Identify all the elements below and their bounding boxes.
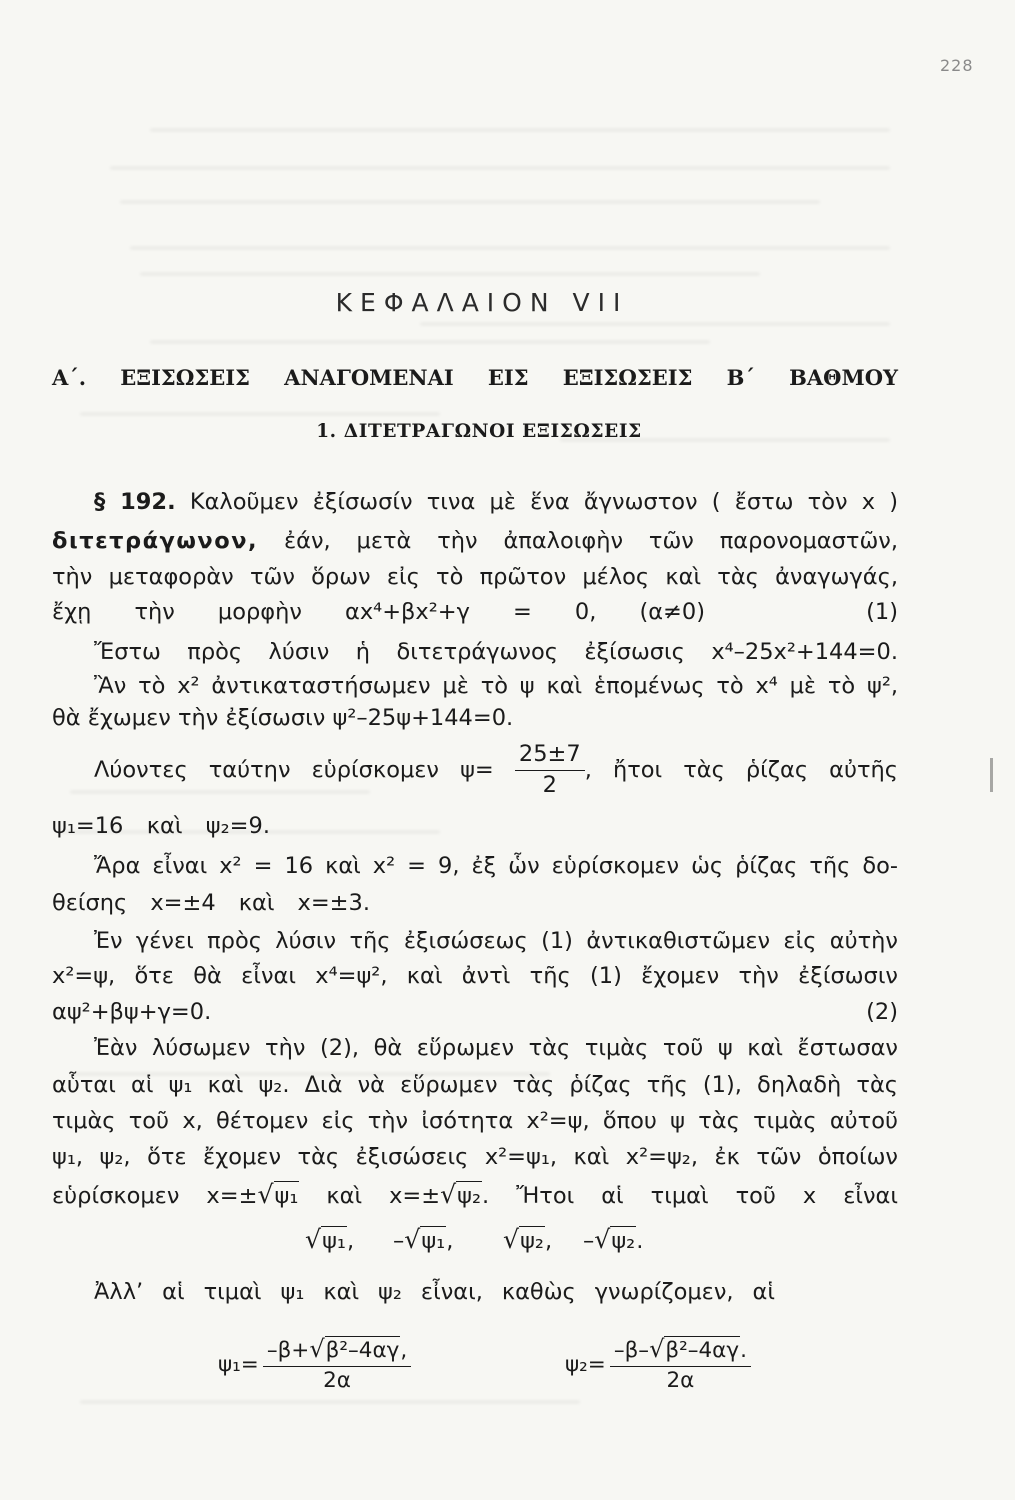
radicand: ψ₁ [421,1228,446,1254]
equation-line [52,596,898,628]
text-run: καὶ x=± [326,1183,441,1209]
radicand: ψ₂ [520,1228,544,1254]
root-item [583,1224,643,1257]
text-line: ψ₁, ψ₂, ὅτε ἔχομεν τὰς ἐξισώσεις x²=ψ₁, καὶ x²=ψ₂, ἐκ τῶν ὁποίων [52,1144,898,1170]
text-run: Καλοῦμεν ἐξίσωσίν τινα μὲ ἕνα ἄγνωστον ( ἔστω τὸν x ) [189,489,898,515]
punctuation: , [446,1228,454,1254]
text-line [52,887,898,919]
text-run: ψ₁=16 καὶ ψ₂=9. [52,813,270,839]
fraction [515,742,585,799]
show-through-bleed [150,340,710,344]
text-line: τιμὰς τοῦ x, θέτομεν εἰς τὴν ἰσότητα x²=ψ, ὅπου ψ τὰς τιμὰς αὐτοῦ [52,1108,898,1134]
equation-text: αψ²+βψ+γ=0. [52,999,212,1025]
text-run: . Ἤτοι αἱ τιμαὶ τοῦ x εἶναι [482,1183,898,1209]
show-through-bleed [80,1400,580,1404]
radical-sign: √ [503,1225,520,1254]
text-line: x²=ψ, ὅτε θὰ εἶναι x⁴=ψ², καὶ ἀντὶ τῆς (1) ἔχομεν τὴν ἐξίσωσιν [52,963,898,989]
formula-psi2 [565,1330,751,1400]
radical-sign: √ [404,1225,421,1254]
fraction-numerator: 25±7 [515,742,585,771]
radical-sign: √ [257,1180,274,1209]
punctuation: . [636,1228,644,1254]
square-root [440,1180,482,1209]
text-line: Ἔστω πρὸς λύσιν ἡ διτετράγωνος ἐξίσωσις x⁴–25x²+144=0. [94,639,898,665]
text-line: Ἐὰν λύσωμεν τὴν (2), θὰ εὕρωμεν τὰς τιμὰς τοῦ ψ καὶ ἔστωσαν [94,1035,898,1061]
fraction-denominator: 2α [666,1368,695,1393]
show-through-bleed [130,246,890,250]
text-line: Ἄρα εἶναι x² = 16 καὶ x² = 9, ἐξ ὧν εὑρίσκομεν ὡς ῥίζας τῆς δο- [94,853,898,879]
page-number: 228 [940,56,974,75]
text-line [52,525,898,557]
show-through-bleed [80,412,440,416]
fraction [263,1336,411,1393]
show-through-bleed [150,128,890,132]
equation-number: (2) [866,999,898,1025]
radical-sign: √ [309,1335,325,1364]
sign: – [393,1228,405,1254]
square-root [257,1180,299,1209]
show-through-bleed [120,200,820,204]
radicand: ψ₂ [457,1183,482,1209]
chapter-title: ΚΕΦΑΛΑΙΟΝ VII [335,288,629,317]
numerator-prefix: –β+ [266,1338,310,1364]
section-title: Α΄. ΕΞΙΣΩΣΕΙΣ ΑΝΑΓΟΜΕΝΑΙ ΕΙΣ ΕΞΙΣΩΣΕΙΣ Β΄ ΒΑΘΜΟΥ [52,365,898,390]
text-line: Ἂν τὸ x² ἀντικαταστήσωμεν μὲ τὸ ψ καὶ ἑπομένως τὸ x⁴ μὲ τὸ ψ², [94,673,898,699]
punctuation: , [346,1228,355,1254]
punctuation: . [740,1338,747,1364]
radicand: β²–4αγ [325,1338,400,1364]
text-line: τὴν μεταφορὰν τῶν ὅρων εἰς τὸ πρῶτον μέλος καὶ τὰς ἀναγωγάς, [52,564,898,590]
formula-psi1 [218,1330,411,1400]
text-run: Λύοντες ταύτην εὑρίσκομεν ψ= [94,757,494,783]
radicand: ψ₁ [322,1228,346,1254]
formula-lhs: ψ₁= [218,1352,259,1377]
text-line: θὰ ἔχωμεν τὴν ἐξίσωσιν ψ²–25ψ+144=0. [52,705,514,731]
text-run: ἐάν, μετὰ τὴν ἀπαλοιφὴν τῶν παρονομαστῶν, [283,528,899,554]
formula-lhs: ψ₂= [565,1352,606,1377]
root-item [305,1224,354,1257]
fraction-denominator: 2α [323,1368,351,1393]
radicand: ψ₂ [611,1228,636,1254]
radicand: ψ₁ [274,1183,299,1209]
text-line: Ἐν γένει πρὸς λύσιν τῆς ἐξισώσεως (1) ἀντικαθιστῶμεν εἰς αὐτὴν [94,928,898,954]
root-item [503,1224,552,1257]
show-through-bleed [140,272,760,276]
text-line: αὗται αἱ ψ₁ καὶ ψ₂. Διὰ νὰ εὕρωμεν τὰς ῥίζας τῆς (1), δηλαδὴ τὰς [52,1072,898,1098]
equation-text: ἔχῃ τὴν μορφὴν αx⁴+βx²+γ = 0, (α≠0) [52,599,705,625]
text-line [94,486,898,518]
text-line [52,810,898,842]
fraction-numerator [263,1336,411,1367]
fraction-denominator: 2 [542,772,557,798]
punctuation: , [544,1228,553,1254]
section-mark: § 192. [94,489,176,515]
sign: – [583,1228,595,1254]
radicand: β²–4αγ [665,1338,740,1364]
formula-line [0,1330,1015,1400]
defined-term: διτετράγωνον, [52,528,259,554]
text-line: Ἀλλ’ αἱ τιμαὶ ψ₁ καὶ ψ₂ εἶναι, καθὼς γνωρίζομεν, αἱ [94,1279,775,1305]
equation-number: (1) [866,599,898,625]
radical-sign: √ [594,1225,611,1254]
equation-line [52,996,898,1028]
show-through-bleed [420,322,890,326]
subsection-title: 1. ΔΙΤΕΤΡΑΓΩΝΟΙ ΕΞΙΣΩΣΕΙΣ [316,421,642,442]
scan-mark [990,758,993,792]
show-through-bleed [110,166,890,170]
text-run: εὑρίσκομεν x=± [52,1183,258,1209]
text-run: θείσης x=±4 καὶ x=±3. [52,890,370,916]
radical-sign: √ [305,1225,322,1254]
punctuation: , [400,1338,408,1364]
fraction [610,1336,751,1393]
root-list [0,1224,1015,1256]
root-item [393,1224,453,1257]
text-line [52,1179,898,1212]
text-line [94,742,898,799]
fraction-numerator [610,1336,751,1367]
numerator-prefix: –β– [613,1338,650,1364]
text-run: , ἤτοι τὰς ῥίζας αὐτῆς [584,757,898,783]
radical-sign: √ [649,1335,665,1364]
radical-sign: √ [440,1180,457,1209]
